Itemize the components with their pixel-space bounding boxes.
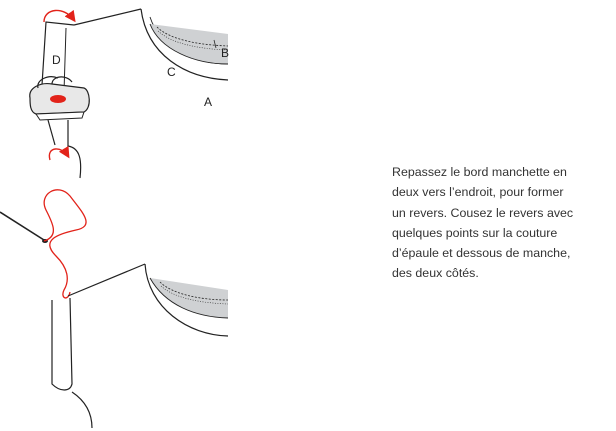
instruction-line: deux vers l’endroit, pour former: [392, 185, 564, 200]
needle-icon: [0, 212, 48, 243]
instruction-line: des deux côtés.: [392, 266, 479, 281]
bottom-shoulder-line: [68, 264, 145, 296]
instruction-line: d’épaule et dessous de manche,: [392, 246, 571, 261]
fold-arrow-top: [44, 10, 74, 22]
label-c: C: [167, 65, 176, 79]
instruction-line: quelques points sur la couture: [392, 225, 558, 240]
instruction-line: Repassez le bord manchette en: [392, 165, 567, 179]
thread: [44, 190, 86, 298]
top-facing-fill: [150, 24, 228, 64]
bottom-facing-fill: [150, 278, 228, 318]
bottom-cuff: [52, 298, 72, 390]
label-a: A: [204, 95, 213, 109]
label-d: D: [52, 53, 61, 67]
label-b: B: [221, 46, 230, 60]
top-shoulder-line: [74, 9, 141, 25]
instruction-text: [392, 162, 614, 284]
iron-icon: [30, 77, 89, 120]
fold-arrow-bottom: [49, 149, 68, 160]
instruction-line: un revers. Cousez le revers avec: [392, 205, 574, 220]
